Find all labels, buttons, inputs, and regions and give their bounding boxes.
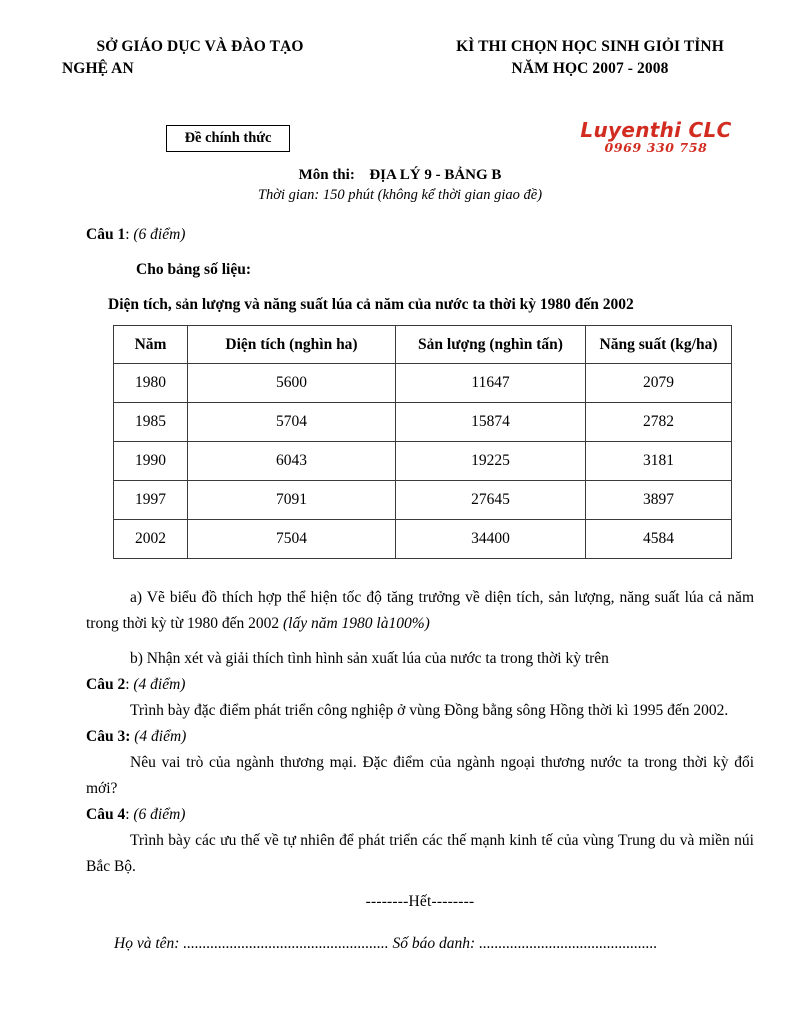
question-4-heading: [86, 802, 754, 828]
column-header-productivity: Năng suất (kg/ha): [586, 326, 732, 364]
header-right-block: [390, 36, 790, 80]
table-body: [114, 364, 732, 559]
department-name-line1: SỞ GIÁO DỤC VÀ ĐÀO TẠO: [96, 38, 304, 55]
cell-year: 2002: [114, 520, 188, 559]
candidate-code-dots: ..............................................: [475, 935, 658, 952]
cell-area: 6043: [188, 442, 396, 481]
cell-productivity: 2782: [586, 403, 732, 442]
official-exam-label: Đề chính thức: [184, 130, 272, 146]
exam-duration: Thời gian: 150 phút (không kể thời gian giao đề): [257, 187, 543, 203]
subject-line: [0, 165, 800, 185]
table-row: [114, 481, 732, 520]
table-row: [114, 403, 732, 442]
cell-output: 27645: [396, 481, 586, 520]
question-3-body: Nêu vai trò của ngành thương mại. Đặc điểm của ngành ngoại thương nước ta trong thời kỳ đổi mới?: [86, 754, 754, 797]
question-1-subheading: Cho bảng số liệu:: [136, 261, 251, 278]
header-left-block: [0, 36, 390, 80]
cell-productivity: 3897: [586, 481, 732, 520]
question-4-points: (6 điểm): [133, 806, 186, 823]
table-header: [114, 326, 732, 364]
cell-year: 1980: [114, 364, 188, 403]
cell-output: 15874: [396, 403, 586, 442]
question-2-body: Trình bày đặc điểm phát triển công nghiệp ở vùng Đồng bằng sông Hồng thời kì 1995 đến 2002.: [130, 702, 729, 719]
exam-title-line1: KÌ THI CHỌN HỌC SINH GIỎI TỈNH: [456, 38, 724, 55]
question-4-label: Câu 4: [86, 806, 126, 823]
column-header-output: Sản lượng (nghìn tấn): [396, 326, 586, 364]
candidate-signature-line: [86, 931, 754, 957]
candidate-name-label: Họ và tên:: [114, 935, 180, 952]
question-1-part-a-note: (lấy năm 1980 là100%): [283, 615, 430, 632]
cell-area: 7091: [188, 481, 396, 520]
cell-output: 19225: [396, 442, 586, 481]
question-1-heading: [86, 222, 754, 248]
data-table-caption: Diện tích, sản lượng và năng suất lúa cả năm của nước ta thời kỳ 1980 đến 2002: [108, 296, 634, 313]
end-of-exam-marker: --------Hết--------: [365, 893, 475, 910]
cell-year: 1990: [114, 442, 188, 481]
document-header: [0, 36, 800, 80]
question-3-heading: [86, 724, 754, 750]
spacer-after-table: [86, 563, 754, 585]
question-3-points: (4 điểm): [134, 728, 187, 745]
cell-area: 5600: [188, 364, 396, 403]
question-3-label: Câu 3:: [86, 728, 131, 745]
column-header-area: Diện tích (nghìn ha): [188, 326, 396, 364]
department-name-line2: NGHỆ AN: [62, 60, 134, 77]
spacer-before-end: [86, 880, 754, 889]
column-header-year: Năm: [114, 326, 188, 364]
cell-output: 11647: [396, 364, 586, 403]
cell-area: 7504: [188, 520, 396, 559]
exam-content: [86, 222, 754, 957]
spacer-after-q1-heading: [86, 248, 754, 257]
question-1-part-b: b) Nhận xét và giải thích tình hình sản xuất lúa của nước ta trong thời kỳ trên: [130, 650, 609, 667]
cell-area: 5704: [188, 403, 396, 442]
question-1-part-a: [86, 585, 754, 637]
table-row: [114, 520, 732, 559]
question-4-body: Trình bày các ưu thế về tự nhiên để phát triển các thế mạnh kinh tế của vùng Trung du và miền núi Bắc Bộ.: [86, 832, 754, 875]
cell-year: 1985: [114, 403, 188, 442]
subject-value: ĐỊA LÝ 9 - BẢNG B: [369, 167, 502, 183]
watermark-brand-name: Luyenthi CLC: [580, 118, 732, 142]
question-2-colon: :: [125, 676, 130, 693]
spacer-between-parts: [86, 637, 754, 646]
watermark-phone-number: 0969 330 758: [604, 140, 708, 155]
question-2-heading: [86, 672, 754, 698]
cell-productivity: 4584: [586, 520, 732, 559]
question-1-label: Câu 1: [86, 226, 126, 243]
table-header-row: [114, 326, 732, 364]
question-1-points: (6 điểm): [133, 226, 186, 243]
data-table-wrapper: [86, 318, 754, 563]
exam-year-line2: NĂM HỌC 2007 - 2008: [511, 60, 669, 77]
question-1-part-a-text: a) Vẽ biểu đồ thích hợp thể hiện tốc độ tăng trưởng về diện tích, sản lượng, năng suất lúa cả năm trong thời kỳ từ 1980 đến 2002: [86, 589, 754, 632]
spacer-before-signature: [86, 915, 754, 931]
question-4-colon: :: [125, 806, 130, 823]
candidate-code-label: Số báo danh:: [392, 935, 476, 952]
official-exam-box: [166, 125, 290, 152]
question-2-label: Câu 2: [86, 676, 126, 693]
table-row: [114, 364, 732, 403]
cell-productivity: 2079: [586, 364, 732, 403]
cell-productivity: 3181: [586, 442, 732, 481]
cell-output: 34400: [396, 520, 586, 559]
question-2-points: (4 điểm): [133, 676, 186, 693]
candidate-name-dots: .....................................................: [179, 935, 393, 952]
subject-label: Môn thi:: [298, 167, 355, 183]
subject-block: [0, 165, 800, 205]
spacer-before-caption: [86, 283, 754, 292]
rice-statistics-table: [113, 325, 732, 559]
question-1-colon: :: [125, 226, 130, 243]
luyenthi-clc-watermark: [566, 120, 746, 155]
table-row: [114, 442, 732, 481]
cell-year: 1997: [114, 481, 188, 520]
